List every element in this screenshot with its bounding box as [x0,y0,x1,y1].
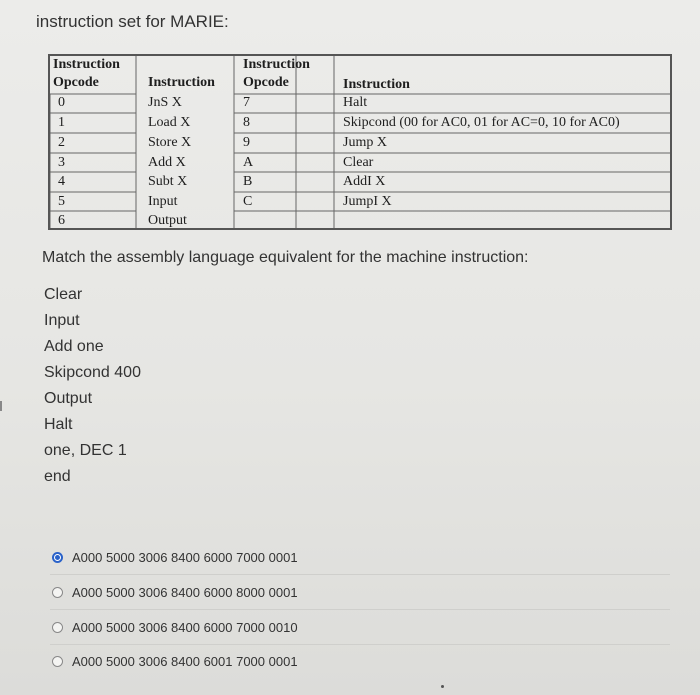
code-line: Output [44,390,93,407]
header-opcode2-line2: Opcode [243,75,289,90]
cell-opcode2: A [243,155,254,170]
cell-opcode: 4 [58,174,65,189]
cell-instruction: JnS X [148,95,182,110]
header-opcode2-line1: Instruction [243,57,310,72]
cell-instruction: Subt X [148,174,188,189]
cell-opcode: 5 [58,194,65,209]
header-opcode-line1: Instruction [53,57,120,72]
radio-icon[interactable] [52,622,63,633]
page-dot [441,685,444,688]
cell-instruction2: JumpI X [343,194,392,209]
answer-option-3[interactable] [52,617,298,637]
code-line: Clear [44,286,83,303]
cell-opcode: 2 [58,135,65,150]
cell-opcode2: 8 [243,115,250,130]
cell-instruction: Output [148,213,187,228]
answer-option-1[interactable] [52,547,298,567]
header-instruction2: Instruction [343,77,410,92]
cell-instruction2: Clear [343,155,374,170]
radio-selected-icon[interactable] [52,552,63,563]
code-line: Add one [44,338,104,355]
cell-opcode2: C [243,194,253,209]
answer-option-2[interactable] [52,582,298,602]
code-line: end [44,468,71,485]
header-opcode-line2: Opcode [53,75,99,90]
answer-option-label: A000 5000 3006 8400 6000 7000 0010 [72,619,298,635]
option-divider [50,609,670,610]
cell-instruction: Input [148,194,178,209]
cell-opcode2: 7 [243,95,250,110]
answer-option-label: A000 5000 3006 8400 6001 7000 0001 [72,653,298,669]
edge-mark [0,401,2,411]
option-divider [50,644,670,645]
answer-option-label: A000 5000 3006 8400 6000 7000 0001 [72,549,298,565]
option-divider [50,574,670,575]
instruction-set-table [48,54,672,230]
cell-instruction: Store X [148,135,192,150]
code-line: one, DEC 1 [44,442,127,459]
radio-icon[interactable] [52,656,63,667]
cell-opcode: 0 [58,95,65,110]
code-line: Halt [44,416,73,433]
cell-instruction2: AddI X [343,174,386,189]
question-text: Match the assembly language equivalent for the machine instruction: [42,249,529,266]
answer-option-label: A000 5000 3006 8400 6000 8000 0001 [72,584,298,600]
code-line: Input [44,312,80,329]
page-heading: instruction set for MARIE: [36,12,229,31]
cell-opcode2: 9 [243,135,250,150]
cell-instruction: Add X [148,155,186,170]
cell-instruction: Load X [148,115,191,130]
answer-option-4[interactable] [52,651,298,671]
cell-opcode: 3 [58,155,65,170]
code-line: Skipcond 400 [44,364,141,381]
cell-opcode: 1 [58,115,65,130]
cell-opcode2: B [243,174,253,189]
header-instruction: Instruction [148,75,215,90]
cell-opcode: 6 [58,213,65,228]
radio-icon[interactable] [52,587,63,598]
cell-instruction2: Halt [343,95,368,110]
cell-instruction2: Jump X [343,135,387,150]
cell-instruction2: Skipcond (00 for AC0, 01 for AC=0, 10 for AC0) [343,115,620,130]
